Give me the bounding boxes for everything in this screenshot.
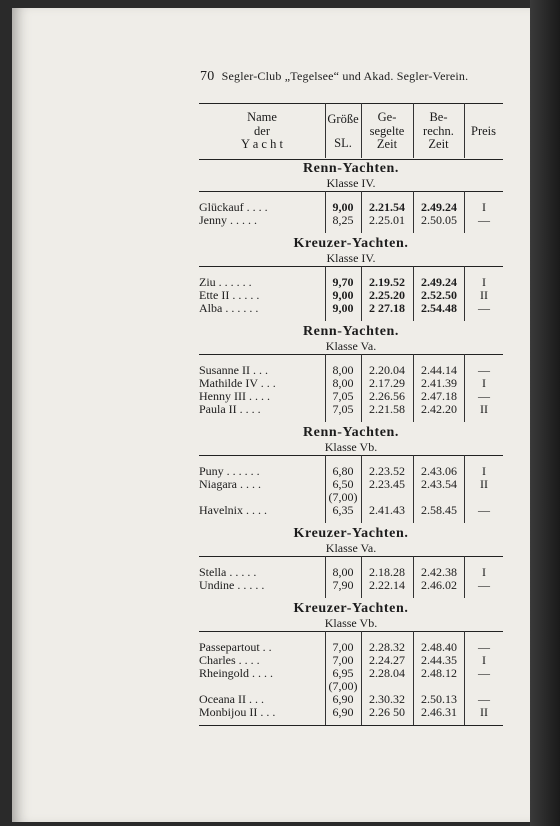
prize: II	[480, 288, 488, 302]
size-value: 7,05	[332, 389, 354, 403]
prize: I	[482, 565, 486, 579]
section-title: Renn-Yachten.	[302, 425, 400, 440]
section-heading	[199, 158, 503, 192]
yacht-name: Niagara . . . .	[199, 477, 261, 491]
prize: —	[478, 578, 490, 592]
column-rule	[361, 631, 362, 725]
section-title: Kreuzer-Yachten.	[293, 236, 409, 251]
column-rule	[361, 354, 362, 422]
yacht-name: Rheingold . . . .	[199, 666, 273, 680]
column-rule	[413, 103, 414, 158]
section-class: Klasse Vb.	[324, 616, 378, 630]
computed-time: 2.48.40	[421, 640, 457, 654]
yacht-name: Glückauf . . . .	[199, 200, 268, 214]
prize: I	[482, 653, 486, 667]
column-header-name: Name der Y a c h t	[241, 109, 283, 152]
computed-time: 2.46.31	[421, 705, 457, 719]
sailed-time: 2.21.58	[369, 402, 405, 416]
table-row	[199, 504, 503, 517]
prize: I	[482, 376, 486, 390]
sailed-time: 2.23.52	[369, 464, 405, 478]
size-value: 9,70	[332, 275, 354, 289]
prize: —	[478, 213, 490, 227]
size-value: 7,90	[332, 578, 354, 592]
yacht-name: Monbijou II . . .	[199, 705, 276, 719]
yacht-name: Henny III . . . .	[199, 389, 270, 403]
size-value: (7,00)	[328, 679, 358, 693]
computed-time: 2.49.24	[421, 275, 457, 289]
yacht-name: Undine . . . . .	[199, 578, 265, 592]
computed-time: 2.43.06	[421, 464, 457, 478]
computed-time: 2.58.45	[421, 503, 457, 517]
size-value: 6,80	[332, 464, 354, 478]
computed-time: 2.52.50	[421, 288, 457, 302]
column-rule	[464, 455, 465, 523]
computed-time: 2.44.35	[421, 653, 457, 667]
prize: I	[482, 275, 486, 289]
prize: —	[478, 389, 490, 403]
section-class: Klasse Va.	[325, 541, 377, 555]
sailed-time: 2.20.04	[369, 363, 405, 377]
column-rule	[325, 191, 326, 233]
sailed-time: 2.26 50	[369, 705, 405, 719]
column-header-prize: Preis	[471, 123, 496, 138]
column-rule	[464, 191, 465, 233]
size-value: (7,00)	[328, 490, 358, 504]
sailed-time: 2.28.04	[369, 666, 405, 680]
sailed-time: 2.23.45	[369, 477, 405, 491]
column-rule	[464, 354, 465, 422]
column-rule	[464, 556, 465, 598]
section-heading	[199, 321, 503, 355]
column-rule	[325, 266, 326, 321]
computed-time: 2.42.38	[421, 565, 457, 579]
prize: II	[480, 402, 488, 416]
yacht-name: Oceana II . . .	[199, 692, 264, 706]
section-heading	[199, 422, 503, 456]
yacht-name: Havelnix . . . .	[199, 503, 267, 517]
yacht-name: Alba . . . . . .	[199, 301, 259, 315]
column-header-sailed-time: Ge- segelte Zeit	[369, 109, 405, 152]
yacht-name: Stella . . . . .	[199, 565, 257, 579]
table-header	[199, 103, 503, 160]
table-bottom-rule	[199, 725, 503, 726]
section-title: Kreuzer-Yachten.	[293, 601, 409, 616]
computed-time: 2.50.13	[421, 692, 457, 706]
yacht-name: Passepartout . .	[199, 640, 272, 654]
prize: II	[480, 705, 488, 719]
table-row	[199, 706, 503, 719]
sailed-time: 2.25.01	[369, 213, 405, 227]
column-rule	[464, 266, 465, 321]
column-rule	[361, 266, 362, 321]
table-row	[199, 579, 503, 592]
sailed-time: 2.22.14	[369, 578, 405, 592]
computed-time: 2.54.48	[421, 301, 457, 315]
section-class: Klasse IV.	[326, 251, 376, 265]
prize: —	[478, 301, 490, 315]
yacht-name: Paula II . . . .	[199, 402, 261, 416]
computed-time: 2.41.39	[421, 376, 457, 390]
section-heading	[199, 523, 503, 557]
section-title: Renn-Yachten.	[302, 324, 400, 339]
column-rule	[361, 556, 362, 598]
section-heading	[199, 233, 503, 267]
column-rule	[361, 191, 362, 233]
size-value: 6,95	[332, 666, 354, 680]
sailed-time: 2.28.32	[369, 640, 405, 654]
column-rule	[325, 455, 326, 523]
prize: —	[478, 692, 490, 706]
sailed-time: 2.17.29	[369, 376, 405, 390]
yacht-name: Charles . . . .	[199, 653, 260, 667]
column-header-size: Größe SL.	[327, 111, 359, 150]
yacht-name: Jenny . . . . .	[199, 213, 257, 227]
sailed-time: 2.18.28	[369, 565, 405, 579]
sailed-time: 2.30.32	[369, 692, 405, 706]
yacht-name: Ziu . . . . . .	[199, 275, 252, 289]
computed-time: 2.48.12	[421, 666, 457, 680]
size-value: 9,00	[332, 288, 354, 302]
size-value: 8,00	[332, 363, 354, 377]
yacht-name: Mathilde IV . . .	[199, 376, 276, 390]
column-rule	[413, 266, 414, 321]
sailed-time: 2.41.43	[369, 503, 405, 517]
column-rule	[413, 354, 414, 422]
size-value: 9,00	[332, 301, 354, 315]
sailed-time: 2.19.52	[369, 275, 405, 289]
sailed-time: 2.24.27	[369, 653, 405, 667]
prize: I	[482, 464, 486, 478]
column-rule	[361, 455, 362, 523]
column-rule	[464, 103, 465, 158]
prize: I	[482, 200, 486, 214]
section-heading	[199, 598, 503, 632]
column-rule	[413, 191, 414, 233]
size-value: 6,90	[332, 692, 354, 706]
column-rule	[325, 103, 326, 158]
computed-time: 2.44.14	[421, 363, 457, 377]
page-number: 70	[200, 69, 215, 84]
section-class: Klasse Va.	[325, 339, 377, 353]
column-header-computed-time: Be- rechn. Zeit	[423, 109, 454, 152]
size-value: 8,00	[332, 376, 354, 390]
prize: —	[478, 666, 490, 680]
prize: —	[478, 640, 490, 654]
computed-time: 2.42.20	[421, 402, 457, 416]
running-title: Segler-Club „Tegelsee“ und Akad. Segler-Verein.	[221, 69, 469, 83]
column-rule	[325, 354, 326, 422]
size-value: 8,25	[332, 213, 354, 227]
sailed-time: 2.21.54	[369, 200, 405, 214]
computed-time: 2.50.05	[421, 213, 457, 227]
size-value: 7,00	[332, 640, 354, 654]
size-value: 6,50	[332, 477, 354, 491]
sailed-time: 2.25.20	[369, 288, 405, 302]
computed-time: 2.43.54	[421, 477, 457, 491]
section-class: Klasse IV.	[326, 176, 376, 190]
computed-time: 2.46.02	[421, 578, 457, 592]
column-rule	[413, 631, 414, 725]
column-rule	[413, 455, 414, 523]
column-rule	[361, 103, 362, 158]
yacht-name: Susanne II . . .	[199, 363, 268, 377]
size-value: 7,00	[332, 653, 354, 667]
section-title: Renn-Yachten.	[302, 161, 400, 176]
prize: —	[478, 503, 490, 517]
yacht-name: Puny . . . . . .	[199, 464, 260, 478]
running-header	[200, 69, 530, 85]
table-row	[199, 403, 503, 416]
prize: —	[478, 363, 490, 377]
sailed-time: 2 27.18	[369, 301, 405, 315]
column-rule	[413, 556, 414, 598]
column-rule	[325, 631, 326, 725]
section-class: Klasse Vb.	[324, 440, 378, 454]
size-value: 6,90	[332, 705, 354, 719]
size-value: 6,35	[332, 503, 354, 517]
computed-time: 2.49.24	[421, 200, 457, 214]
size-value: 8,00	[332, 565, 354, 579]
sailed-time: 2.26.56	[369, 389, 405, 403]
yacht-name: Ette II . . . . .	[199, 288, 260, 302]
table-row	[199, 214, 503, 227]
prize: II	[480, 477, 488, 491]
size-value: 7,05	[332, 402, 354, 416]
table-row	[199, 302, 503, 315]
page-edge	[530, 0, 560, 826]
column-rule	[325, 556, 326, 598]
section-title: Kreuzer-Yachten.	[293, 526, 409, 541]
size-value: 9,00	[332, 200, 354, 214]
column-rule	[464, 631, 465, 725]
computed-time: 2.47.18	[421, 389, 457, 403]
